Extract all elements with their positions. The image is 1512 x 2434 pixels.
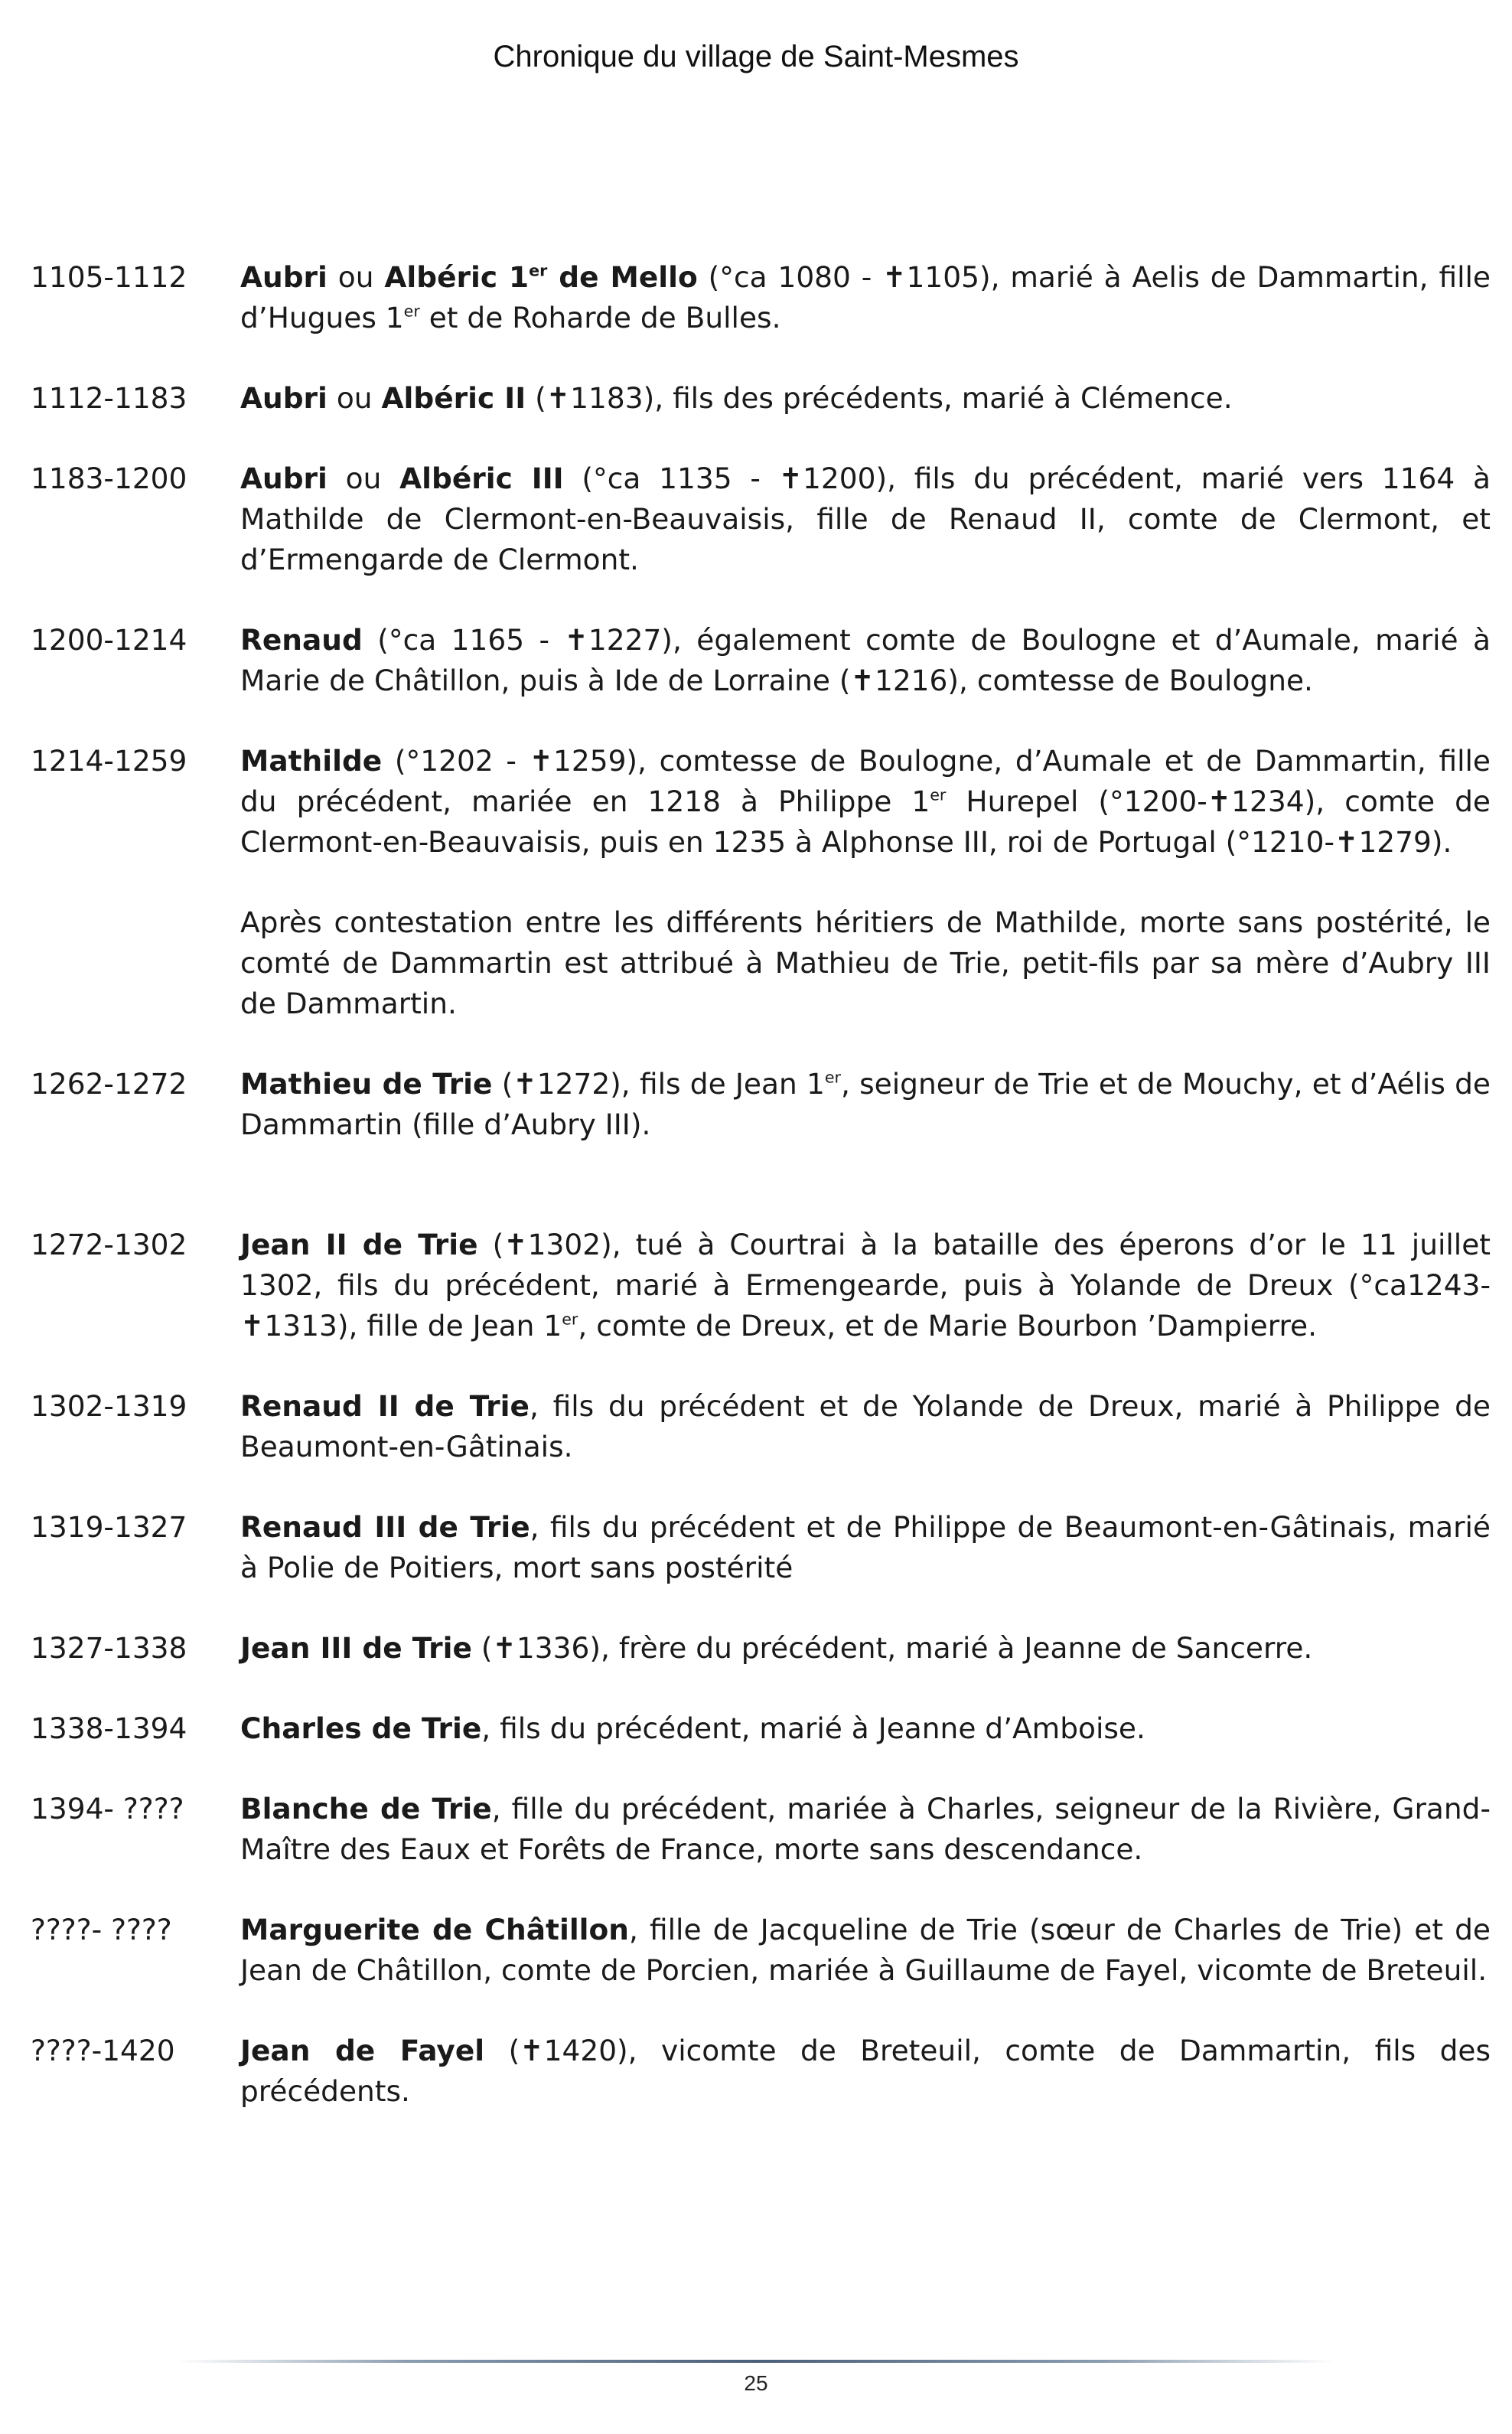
entry-name: Charles de Trie <box>240 1711 482 1745</box>
chronology-entry <box>31 378 1494 419</box>
entry-name: Jean III de Trie <box>240 1631 472 1665</box>
entry-description: et de Roharde de Bulles. <box>419 301 781 334</box>
entry-text <box>240 1225 1491 1346</box>
chronology-entry <box>31 1708 1494 1749</box>
entry-years: ????-1420 <box>31 2034 175 2067</box>
entry-name: Blanche de Trie <box>240 1792 492 1826</box>
entry-name: Renaud <box>240 623 363 657</box>
chronology-entry <box>31 257 1494 338</box>
entry-name: Aubri <box>240 462 327 495</box>
entry-text <box>240 1628 1491 1669</box>
entry-name: Aubri <box>240 260 327 294</box>
entry-text <box>240 1507 1491 1588</box>
entry-description: (✝1183), fils des précédents, marié à Clémence. <box>526 381 1233 415</box>
entry-name: Jean de Fayel <box>240 2034 485 2067</box>
entry-years: 1338-1394 <box>31 1711 187 1745</box>
entry-description: (°ca 1165 - ✝1227), également comte de Boulogne et d’Aumale, marié à Marie de Châtillon, puis à Ide de Lorraine (✝1216), comtesse de Boulogne. <box>240 623 1491 697</box>
entry-years: 1214-1259 <box>31 744 187 778</box>
chronology-entry <box>31 1789 1494 1870</box>
entry-text <box>240 1910 1491 1991</box>
entry-description: , fille du précédent, mariée à Charles, seigneur de la Rivière, Grand-Maître des Eaux et Forêts de France, morte sans descendance. <box>240 1792 1491 1866</box>
chronology-list <box>31 257 1494 2152</box>
entry-name: Mathieu de Trie <box>240 1067 493 1101</box>
entry-description: (✝1336), frère du précédent, marié à Jeanne de Sancerre. <box>471 1631 1313 1665</box>
entry-name: Aubri <box>240 381 327 415</box>
entry-description: ou <box>327 462 400 495</box>
entry-text <box>240 1064 1491 1145</box>
chronology-entry <box>31 1064 1494 1145</box>
entry-years: 1183-1200 <box>31 462 187 495</box>
chronology-entry <box>31 1386 1494 1467</box>
entry-description: ou <box>327 260 385 294</box>
entry-years: 1272-1302 <box>31 1228 187 1261</box>
entry-description: ou <box>327 381 382 415</box>
entry-name: Renaud II de Trie <box>240 1389 530 1423</box>
entry-text <box>240 620 1491 701</box>
entry-name: Albéric II <box>381 381 526 415</box>
chronology-entry <box>31 620 1494 701</box>
entry-name: Marguerite de Châtillon <box>240 1913 629 1946</box>
entry-name: Renaud III de Trie <box>240 1510 530 1544</box>
entry-name: Jean II de Trie <box>240 1228 478 1261</box>
entry-text <box>240 257 1491 338</box>
entry-years: 1302-1319 <box>31 1389 187 1423</box>
entry-years: 1327-1338 <box>31 1631 187 1665</box>
entry-description: er <box>562 1310 578 1329</box>
entry-years: 1262-1272 <box>31 1067 187 1101</box>
entry-years: 1319-1327 <box>31 1510 187 1544</box>
entry-description: er <box>930 785 947 804</box>
entry-description: , fils du précédent, marié à Jeanne d’Amboise. <box>481 1711 1145 1745</box>
entry-years: 1394- ???? <box>31 1792 184 1826</box>
entry-description: Hurepel (°1200-✝1234), comte de Clermont-en-Beauvaisis, puis en 1235 à Alphonse III, roi de Portugal (°1210-✝1279). <box>240 785 1491 859</box>
chronology-entry <box>31 1225 1494 1346</box>
entry-description: (°ca 1135 - ✝1200), fils du précédent, marié vers 1164 à Mathilde de Clermont-en-Beauvaisis, fille de Renaud II, comte de Clermont, et d’Ermengarde de Clermont. <box>240 462 1491 576</box>
entry-text <box>240 1386 1491 1467</box>
entry-years: 1200-1214 <box>31 623 187 657</box>
entry-years: ????- ???? <box>31 1913 172 1946</box>
entry-description: er <box>403 302 420 321</box>
entry-description: (✝1420), vicomte de Breteuil, comte de Dammartin, fils des précédents. <box>240 2034 1491 2108</box>
entry-description: , fils du précédent et de Philippe de Beaumont-en-Gâtinais, marié à Polie de Poitiers, mort sans postérité <box>240 1510 1491 1584</box>
entry-description: , seigneur de Trie et de Mouchy, et d’Aélis de Dammartin (fille d’Aubry III). <box>240 1067 1491 1141</box>
entry-description: (✝1272), fils de Jean 1 <box>492 1067 825 1101</box>
entry-name: Albéric 1 <box>384 260 530 294</box>
entry-description: , fille de Jacqueline de Trie (sœur de Charles de Trie) et de Jean de Châtillon, comte de Porcien, mariée à Guillaume de Fayel, vicomte de Breteuil. <box>240 1913 1491 1987</box>
chronology-entry <box>31 1507 1494 1588</box>
entry-text <box>240 378 1491 419</box>
entry-text <box>240 1708 1491 1749</box>
entry-description: Après contestation entre les différents héritiers de Mathilde, morte sans postérité, le comté de Dammartin est attribué à Mathieu de Trie, petit-fils par sa mère d’Aubry III de Dammartin. <box>240 905 1491 1020</box>
chronology-entry <box>31 458 1494 580</box>
entry-text <box>240 1789 1491 1870</box>
entry-name: Albéric III <box>399 462 564 495</box>
entry-text <box>240 2031 1491 2112</box>
entry-name: Mathilde <box>240 744 383 778</box>
chronology-entry <box>31 1628 1494 1669</box>
entry-name: er <box>529 261 548 280</box>
chronology-entry <box>31 902 1494 1024</box>
entry-description: , fils du précédent et de Yolande de Dreux, marié à Philippe de Beaumont-en-Gâtinais. <box>240 1389 1491 1463</box>
entry-description: , comte de Dreux, et de Marie Bourbon ’Dampierre. <box>578 1309 1318 1343</box>
chronology-entry <box>31 741 1494 863</box>
entry-description: er <box>824 1068 841 1087</box>
entry-text <box>240 458 1491 580</box>
page-header: Chronique du village de Saint-Mesmes <box>493 40 1019 73</box>
entry-text <box>240 741 1491 863</box>
page-number: 25 <box>744 2371 768 2395</box>
chronology-entry <box>31 1910 1494 1991</box>
chronology-entry <box>31 2031 1494 2112</box>
entry-description: (°ca 1080 - ✝1105), marié à Aelis de Dammartin, fille d’Hugues 1 <box>240 260 1491 334</box>
entry-years: 1112-1183 <box>31 381 187 415</box>
entry-years: 1105-1112 <box>31 260 187 294</box>
footer-divider <box>178 2360 1334 2363</box>
entry-name: de Mello <box>547 260 698 294</box>
entry-description: (✝1302), tué à Courtrai à la bataille des éperons d’or le 11 juillet 1302, fils du précédent, marié à Ermengearde, puis à Yolande de Dreux (°ca1243-✝1313), fille de Jean 1 <box>240 1228 1491 1343</box>
entry-text <box>240 902 1491 1024</box>
entry-description: (°1202 - ✝1259), comtesse de Boulogne, d’Aumale et de Dammartin, fille du précédent, mariée en 1218 à Philippe 1 <box>240 744 1491 818</box>
